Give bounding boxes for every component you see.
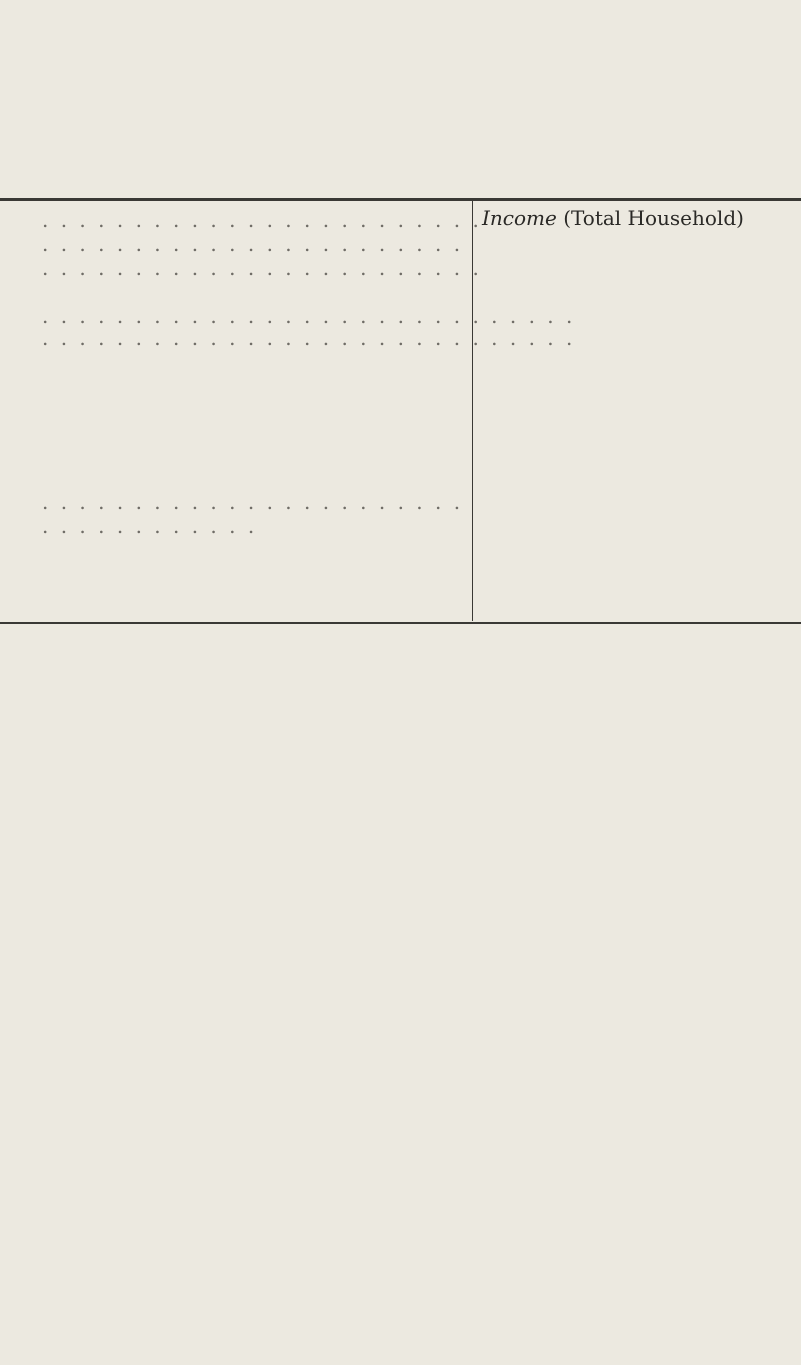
house-label: . . . . . . . . . . . . . . . . . . . . . . . xyxy=(42,490,464,514)
bottom-rule xyxy=(0,622,801,624)
companies-dots-1: . . . . . . . . . . . . . . . . . . . . . . . . . . . . . xyxy=(42,304,576,328)
urban-label: . . . . . . . . . . . . . . . . . . . . . . . xyxy=(42,232,464,256)
top-rule xyxy=(0,198,801,201)
flat-label: . . . . . . . . . . . . xyxy=(42,514,258,538)
rural-label: . . . . . . . . . . . . . . . . . . . . . . . . xyxy=(42,256,482,280)
income-heading: Income (Total Household) xyxy=(482,206,744,230)
companies-dots-2: . . . . . . . . . . . . . . . . . . . . . . . . . . . . . xyxy=(42,326,576,350)
town-label: . . . . . . . . . . . . . . . . . . . . . . . . xyxy=(42,208,482,232)
